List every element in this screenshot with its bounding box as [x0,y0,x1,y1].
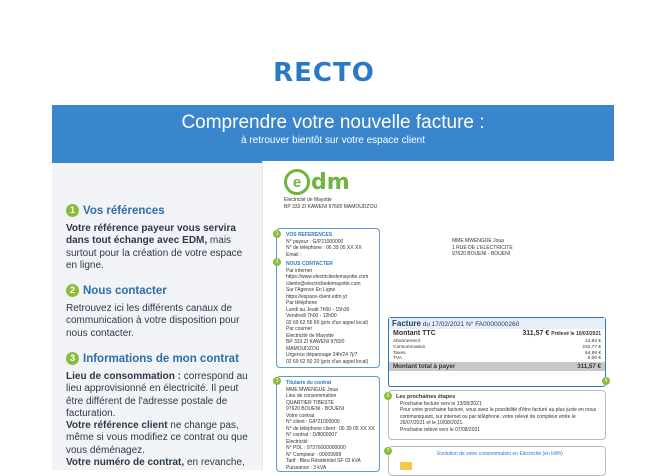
section-heading [66,204,256,217]
contact-line: clients@electricitedemayotte.com [286,280,361,287]
explanation-section [66,284,256,340]
total-label: Montant total à payer [393,363,456,371]
evolution-title: Evolution de votre consommation en Electricité (en kWh) [437,451,563,457]
contract-list [286,387,378,472]
client-address-block [452,238,592,258]
row-value: 0,00 € [587,356,601,362]
row-value: 232,77 € [582,344,601,350]
bold-text: Votre numéro de contrat, [66,457,185,469]
client-name: MME MWENGUE Joua [452,238,504,244]
section-body [66,223,256,272]
contact-line: Urgence dépannage 24h/24 7j/7 [286,352,358,358]
section-number: 2 [66,284,79,297]
ttc-amount: 311,57 € [522,330,550,337]
ttc-row [389,329,605,339]
contract-line: Puissance : 3 kVA [286,464,327,471]
bold-text: Lieu de consommation : [66,371,182,382]
banner-subtitle: à retrouver bientôt sur votre espace client [241,135,425,146]
body-text: Retrouvez ici les différents canaux de communication à votre disposition pour nous contacter. [66,303,240,339]
contact-line: Sur l'Agence En Ligne [286,287,336,293]
evolution-bar [400,462,412,470]
contract-line: 97620 BOUENI - BOUENI [286,406,345,412]
section-title: Informations de mon contrat [83,352,239,365]
contact-title: NOUS CONTACTER [286,261,333,267]
total-value: 311,57 € [577,363,601,371]
row-label: Consommation [393,344,426,350]
steps-block [396,394,601,433]
row-label: Taxes [393,350,406,356]
contact-line: Par courrier [286,326,313,332]
contract-line: N° contrat : D/8000007 [286,432,337,438]
step-line: Prochaine relève vers le 07/08/2021 [400,426,481,433]
contract-line: Votre contrat [286,412,315,419]
references-block [286,232,378,365]
section-number: 3 [66,352,79,365]
steps-title: Les prochaines étapes [396,394,456,400]
contract-line: N° PDL : 07376000000000 [286,445,346,451]
section-heading [66,284,256,297]
contact-line: https://espace-client.edm.yt [286,293,347,300]
facture-summary [388,317,606,387]
ref-line: N° de téléphone : 06 39 05 XX XX [286,245,362,251]
body-text: ne change pas, même si vous modifiez ce contrat ou que vous déménagez. [66,420,248,456]
contract-line: Tarif : Bleu Résidentiel SF 03 kVA [286,458,361,464]
badge-2: 2 [273,258,281,266]
row-value: 64,98 € [584,350,601,356]
contract-line: N° de téléphone client : 06 39 05 XX XX [286,425,375,432]
contract-line: MME MWENGUE Joua [286,386,338,393]
recto-title: RECTO [273,58,375,88]
edm-logo-text: dm [311,169,350,195]
contract-title: Titulaire du contrat [286,380,332,386]
ref-line: N° payeur : G/P21000000 [286,238,344,245]
body-text: correspond au lieu approvisionné en électricité. Il peut être différent de l'adresse postale de facturation. [66,371,248,419]
step-line: Prochaine facture vers le 13/08/2021 [400,400,482,407]
row-label: Abonnement [393,339,421,344]
refs-title: VOS REFERENCES [286,232,333,238]
body-text: mais surtout pour la création de votre espace en ligne. [66,235,243,271]
facture-title: Facture [392,319,421,328]
refs-list [286,239,378,259]
section-body [66,303,256,340]
client-address-line: 1 RUE DE L'ELECTRICITE [452,244,513,251]
contract-line: QUARTIER TIBESTE [286,399,334,406]
body-text: en revanche, [184,457,245,469]
banner [52,105,614,163]
contact-line: Lundi au Jeudi 7h00 - 15h30 [286,306,350,313]
contract-line: N° client : G/P21000000 [286,419,340,425]
steps-list [396,401,601,434]
contact-line: 02 69 62 50 20 (prix d'un appel local) [286,358,369,365]
contract-block [286,380,378,471]
badge-1: 1 [273,230,281,238]
badge-6: 6 [384,392,392,400]
section-title: Vos références [83,204,165,217]
facture-header [389,318,605,329]
total-row [389,362,605,371]
banner-title: Comprendre votre nouvelle facture : [181,112,485,133]
contact-line: BP 333 ZI KAWENI 97600 MAMOUDZOU [286,339,345,352]
bold-text: Votre référence payeur vous servira dans tout échange avec EDM, [66,223,236,247]
contract-line: Lieu de consommation [286,393,337,399]
section-title: Nous contacter [83,284,167,297]
ttc-label: Montant TTC [393,330,436,337]
section-body [66,371,256,469]
facture-rows [389,339,605,362]
section-heading [66,352,256,365]
company-address: BP 333 ZI KAWENI 97600 MAMOUDZOU [284,203,378,210]
row-label: TVA [393,356,402,362]
contact-line: https://www.electricitedemayotte.com [286,274,369,280]
bold-text: Votre référence client [66,420,168,432]
contact-line: Electricité de Mayotte [286,332,334,339]
badge-3: 3 [273,377,281,385]
company-name: Electricité de Mayotte [284,197,332,203]
contact-line: Par internet [286,267,312,274]
contact-line: 02 69 62 56 60 (prix d'un appel local) [286,319,369,326]
contact-line: Vendredi 7h00 - 12h00 [286,313,337,319]
step-line: Pour votre prochaine facture, vous avez la possibilité d'être facturé au plus juste en nous communiquant, sur internet ou par téléphone, votre relevé de compteur entre le 26/07/2021 et le 10/08/2021. [400,407,597,426]
section-number: 1 [66,204,79,217]
client-address-line: 97620 BOUENI - BOUENI [452,251,511,257]
facture-date: du 17/02/2021 N° FA0000000260 [422,321,520,328]
company-block [284,197,377,210]
explanation-section [66,204,256,272]
ttc-value [522,329,601,339]
contract-line: Electricité [286,438,308,445]
row-value: 13,82 € [584,339,601,344]
due-date: Prélevé le 10/03/2021 [551,331,601,337]
edm-logo-e: e [284,169,310,195]
contact-line: Par téléphone [286,300,318,306]
edm-logo [284,169,350,195]
contract-line: N° Compteur : 00009999 [286,451,342,458]
explanation-section [66,352,256,469]
badge-7: 7 [384,447,392,455]
contact-list [286,268,378,366]
ref-line: Email : [286,251,302,258]
badge-5: 5 [602,377,610,385]
